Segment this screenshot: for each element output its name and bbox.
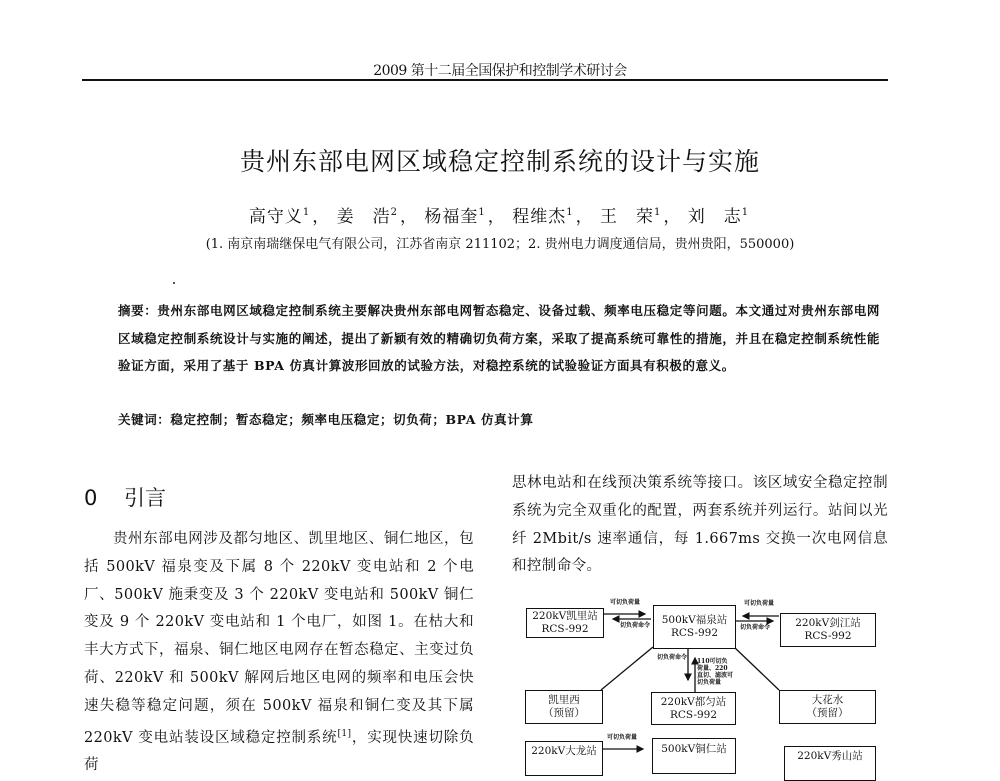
station-box-xiushan: 220kV秀山站 bbox=[784, 746, 876, 781]
figure-network-diagram bbox=[505, 598, 890, 760]
section-heading bbox=[84, 482, 166, 512]
keywords bbox=[118, 410, 880, 428]
left-column bbox=[84, 526, 474, 780]
header-rule bbox=[82, 79, 888, 81]
running-header: 2009 第十二届全国保护和控制学术研讨会 bbox=[373, 63, 627, 79]
station-box-fuquan: 500kV福泉站 RCS-992 bbox=[653, 605, 736, 649]
station-box-dahuashui: 大花水 （预留） bbox=[779, 690, 876, 724]
author: 姜 浩$^2$ bbox=[336, 207, 399, 227]
author: 程维杰$^1$ bbox=[512, 207, 574, 227]
right-paragraph: 思林电站和在线预决策系统等接口。该区域安全稳定控制系统为完全双重化的配置，两套系统并列运行。站间以光纤 2Mbit/s 速率通信，每 1.667ms 交换一次电网信息和控制命令。 bbox=[512, 475, 888, 575]
keywords-label: 关键词： bbox=[118, 412, 171, 427]
citation[interactable]: [1] bbox=[337, 728, 352, 739]
label-duyun-upstream: 110可切负荷量、220直切、滤波可切负荷量 bbox=[697, 658, 734, 686]
author: 刘 志$^1$ bbox=[687, 207, 750, 227]
intro-paragraph: 贵州东部电网涉及都匀地区、凯里地区、铜仁地区，包括 500kV 福泉变及下属 8 个 220kV 变电站和 2 个电厂、500kV 施秉变及 3 个 220kV 变电站和 500kV 铜仁变及 9 个 220kV 变电站和 1 个电厂，如图 1。在枯大和丰大方式下，福泉、铜仁地区电网存在暂态稳定、主变过负荷、220kV 和 500kV 解网后地区电网的频率和电压会快速失稳等稳定问题，须在 500kV 福泉和铜仁变及其下属 220kV 变电站装设区域稳定控制系统[1]，实现快速切除负荷 bbox=[84, 531, 474, 774]
scan-artifact-dot bbox=[173, 282, 175, 284]
station-box-tongren: 500kV铜仁站 bbox=[652, 738, 736, 774]
station-box-jianjiang: 220kV剑江站 RCS-992 bbox=[780, 613, 876, 647]
label-sheddable-load: 可切负荷量 bbox=[606, 734, 637, 741]
author: 王 荣$^1$ bbox=[599, 207, 662, 227]
abstract-text: 贵州东部电网区域稳定控制系统主要解决贵州东部电网暂态稳定、设备过载、频率电压稳定等问题。本文通过对贵州东部电网区域稳定控制系统设计与实施的阐述，提出了新颖有效的精确切负荷方案，采取了提高系统可靠性的措施，并且在稳定控制系统性能验证方面，采用了基于 BPA 仿真计算波形回放的试验方法，对稳控系统的试验验证方面具有积极的意义。 bbox=[118, 303, 880, 373]
author-list: 高守义$^1$ ， 姜 浩$^2$ ， 杨福奎$^1$ ， 程维杰$^1$ ， 王 荣$^1$ ， 刘 志$^1$ bbox=[248, 207, 750, 227]
section-title: 引言 bbox=[124, 486, 166, 510]
label-sheddable-load: 可切负荷量 bbox=[609, 599, 640, 606]
author: 杨福奎$^1$ bbox=[424, 207, 486, 227]
station-box-kaili: 220kV凯里站 RCS-992 bbox=[526, 608, 604, 638]
author: 高守义$^1$ bbox=[248, 207, 311, 227]
affiliation: (1. 南京南瑞继保电气有限公司，江苏省南京 211102；2. 贵州电力调度通信局，贵州贵阳，550000) bbox=[205, 237, 795, 252]
station-box-kailixi: 凯里西 （预留） bbox=[525, 690, 603, 724]
abstract-label: 摘要： bbox=[118, 303, 158, 318]
right-column bbox=[512, 470, 888, 581]
keywords-text: 稳定控制；暂态稳定；频率电压稳定；切负荷；BPA 仿真计算 bbox=[170, 412, 534, 427]
station-box-dalong: 220kV大龙站 bbox=[525, 741, 603, 776]
label-shed-command: 切负荷命令 bbox=[657, 654, 688, 661]
paper-title: 贵州东部电网区域稳定控制系统的设计与实施 bbox=[239, 147, 760, 176]
label-shed-command: 切负荷命令 bbox=[619, 622, 650, 629]
section-number: 0 bbox=[84, 486, 98, 510]
label-sheddable-load: 可切负荷量 bbox=[743, 600, 774, 607]
station-box-duyun: 220kV都匀站 RCS-992 bbox=[651, 692, 736, 725]
label-shed-command: 切负荷命令 bbox=[739, 624, 770, 631]
abstract bbox=[118, 297, 880, 380]
